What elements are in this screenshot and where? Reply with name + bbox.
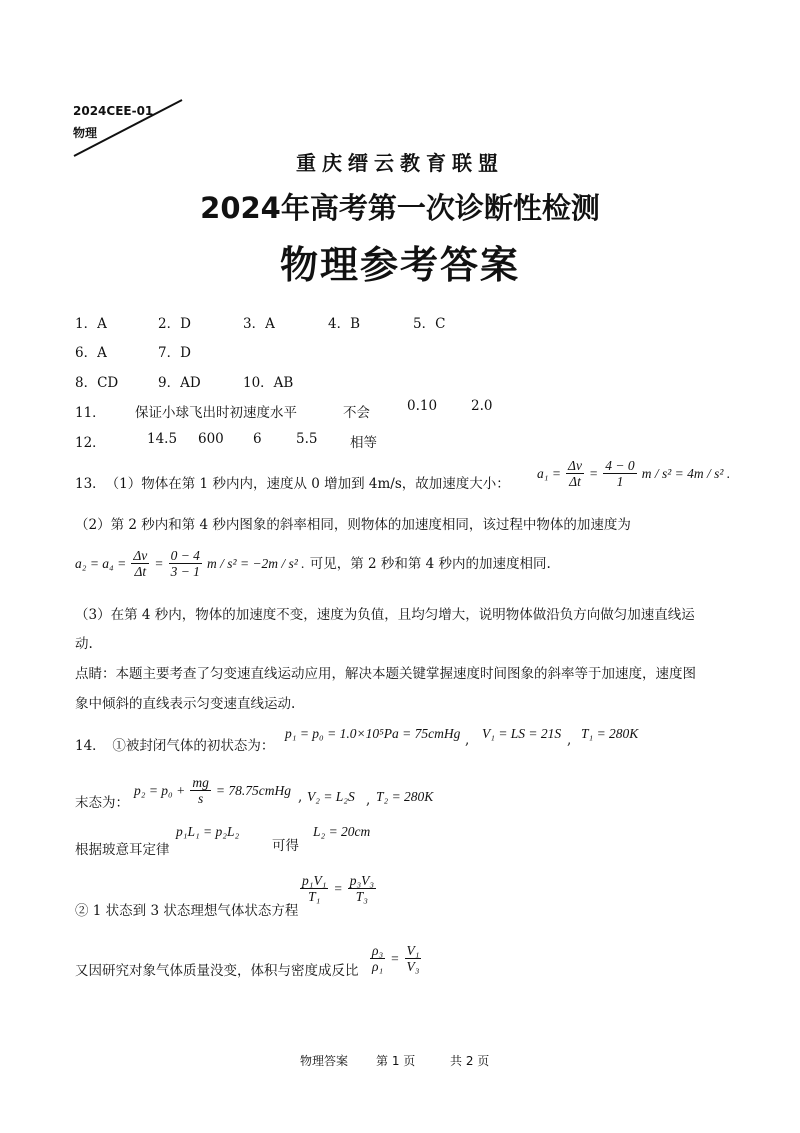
q14-line5-text: 又因研究对象气体质量没变，体积与密度成反比 (75, 963, 359, 979)
q14-line1-eq1: p₁ = p₀ = 1.0×10⁵Pa = 75cmHg (285, 726, 461, 741)
q11-answer-b: 不会 (343, 405, 370, 421)
q12-answer-b: 600 (198, 431, 224, 447)
footer-page: 第 1 页 (376, 1054, 416, 1068)
q11-number: 11． (75, 405, 106, 421)
answer-7: 7．D (158, 345, 191, 361)
answer-3: 3．A (243, 316, 275, 332)
q13-part3-line2: 动. (75, 636, 93, 652)
q14-line2-comma1: , (298, 789, 303, 805)
answer-4: 4．B (328, 316, 361, 332)
q14-line1-text: 14． ①被封闭气体的初状态为： (75, 738, 275, 754)
q13-comment-line2: 象中倾斜的直线表示匀变速直线运动. (75, 696, 296, 712)
org-name: 重庆缙云教育联盟 (296, 151, 504, 175)
q14-line1-comma2: , (567, 732, 572, 748)
q14-line2-eq1: p₂ = p₀ + $\frac{mg}{s}$ = 78.75cmHg (134, 775, 292, 806)
q11-answer-d: 2.0 (471, 398, 493, 414)
q13-part2-equation: a₂ = a₄ = $\frac{\Delta v}{\Delta t}$ = $\frac{0 - 4}{3 - 1}$ m / s² = −2m / s² . 可见，第 2 秒和第 4 秒内的加速度相同. (75, 548, 551, 579)
subject-label: 物理 (73, 126, 98, 140)
q14-line1-eq3: T₁ = 280K (581, 726, 639, 741)
q13-part3-line1: （3）在第 4 秒内，物体的加速度不变，速度为负值，且均匀增大，说明物体做沿负方向做匀加速直线运 (75, 607, 695, 623)
q13-part1-text: 13． （1）物体在第 1 秒内内，速度从 0 增加到 4m/s，故加速度大小： (75, 476, 510, 492)
answer-5: 5．C (413, 316, 446, 332)
q14-line3-eq: p₁L₁ = p₂L₂ (176, 824, 240, 839)
q13-comment-line1: 点睛：本题主要考查了匀变速直线运动应用，解决本题关键掌握速度时间图象的斜率等于加速度，速度图 (75, 666, 696, 682)
q14-line2-eq2: V₂ = L₂S (307, 789, 355, 804)
q14-line2-text: 末态为： (75, 795, 129, 811)
footer-name: 物理答案 (300, 1054, 349, 1068)
q14-line4-equation: $\frac{\text{p₁V₁}}{\text{T₁}}$ = $\frac{\text{p₃V₃}}{\text{T₃}}$ (302, 873, 375, 904)
answer-2: 2．D (158, 316, 191, 332)
q14-line1-comma1: , (465, 732, 470, 748)
q14-line2-eq3: T₂ = 280K (376, 789, 434, 804)
exam-code: 2024CEE-01 (73, 104, 154, 118)
q11-answer-c: 0.10 (407, 398, 438, 414)
q14-line2-comma2: , (366, 792, 371, 808)
footer-total: 共 2 页 (450, 1054, 490, 1068)
answer-6: 6．A (75, 345, 107, 361)
q14-line3-text: 根据玻意耳定律 (75, 842, 170, 858)
q12-answer-a: 14.5 (147, 431, 178, 447)
q12-number: 12． (75, 435, 106, 451)
q12-answer-e: 相等 (350, 435, 377, 451)
q14-line4-text: ② 1 状态到 3 状态理想气体状态方程 (75, 903, 299, 919)
page-subtitle: 物理参考答案 (279, 243, 520, 287)
answer-10: 10．AB (243, 375, 294, 391)
q14-line3-eq2: L₂ = 20cm (313, 824, 371, 839)
q14-line3-mid: 可得 (272, 838, 299, 854)
q13-part1-equation: a₁ = $\frac{\Delta v}{\Delta t}$ = $\frac{4 - 0}{1}$ m / s² = 4m / s² . (537, 458, 731, 489)
answer-9: 9．AD (158, 375, 201, 391)
answer-1: 1．A (75, 316, 107, 332)
q12-answer-d: 5.5 (296, 431, 318, 447)
q14-line1-eq2: V₁ = LS = 21S (482, 726, 562, 741)
q12-answer-c: 6 (253, 431, 262, 447)
answer-8: 8．CD (75, 375, 119, 391)
q13-part2-text: （2）第 2 秒内和第 4 秒内图象的斜率相同，则物体的加速度相同，该过程中物体的加速度为 (75, 517, 631, 533)
q11-answer-a: 保证小球飞出时初速度水平 (135, 405, 297, 421)
page-title: 2024年高考第一次诊断性检测 (200, 191, 600, 225)
q14-line5-equation: $\frac{\text{ρ₃}}{\text{ρ₁}}$ = $\frac{\text{V₁}}{\text{V₃}}$ (372, 943, 420, 974)
